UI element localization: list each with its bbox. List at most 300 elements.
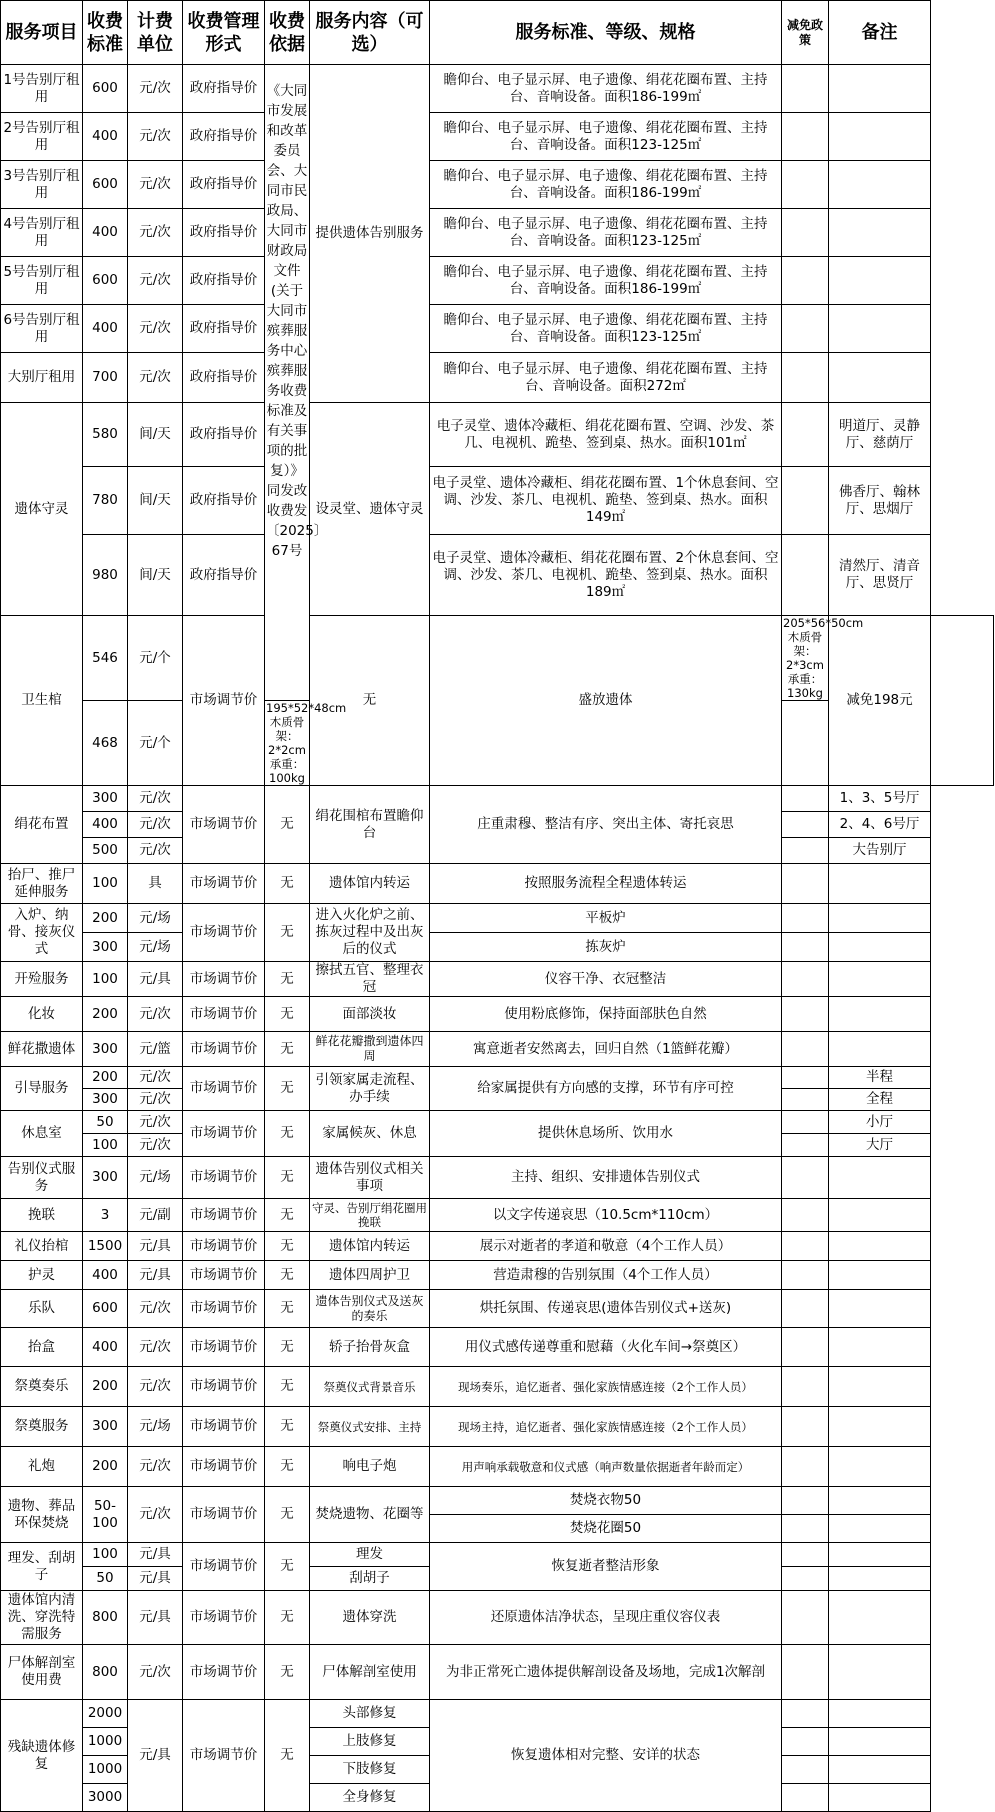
service-name: 开殓服务 [1,962,83,997]
price: 600 [83,1290,128,1328]
price: 600 [83,257,128,305]
management-form: 市场调节价 [183,1447,265,1487]
table-row [1,1067,994,1089]
table-row [1,353,994,403]
table-row [1,1261,994,1290]
price: 200 [83,1067,128,1089]
management-form: 政府指导价 [183,257,265,305]
service-standard: 焚烧花圈50 [430,1515,782,1543]
service-standard: 平板炉 [430,904,782,933]
service-content: 遗体穿洗 [310,1591,430,1645]
service-content: 盛放遗体 [430,616,782,786]
relief-policy [782,786,829,812]
service-name: 护灵 [1,1261,83,1290]
header-cell: 服务内容（可选） [310,1,430,65]
remark [829,1700,931,1728]
management-form: 市场调节价 [183,1067,265,1111]
remark: 2、4、6号厅 [829,812,931,838]
table-row [1,1111,994,1134]
relief-policy [782,933,829,962]
unit: 元/次 [128,1089,183,1111]
relief-policy [782,1232,829,1261]
remark [829,1567,931,1591]
price: 100 [83,864,128,904]
service-content: 设灵堂、遗体守灵 [310,403,430,616]
service-standard: 瞻仰台、电子显示屏、电子遗像、绢花花圈布置、主持台、音响设备。面积272㎡ [430,353,782,403]
service-standard: 仪容干净、衣冠整洁 [430,962,782,997]
remark [829,1157,931,1199]
service-standard: 用仪式感传递尊重和慰藉（火化车间→祭奠区） [430,1328,782,1367]
remark: 1、3、5号厅 [829,786,931,812]
table-row [1,257,994,305]
header-cell: 减免政策 [782,1,829,65]
table-row [1,997,994,1032]
service-content: 焚烧遗物、花圈等 [310,1487,430,1543]
service-standard: 按照服务流程全程遗体转运 [430,864,782,904]
management-form: 政府指导价 [183,209,265,257]
table-row [1,467,994,535]
remark: 清然厅、清音厅、思贤厅 [829,535,931,616]
service-name: 遗体馆内清洗、穿洗特需服务 [1,1591,83,1645]
service-standard: 瞻仰台、电子显示屏、电子遗像、绢花花圈布置、主持台、音响设备。面积186-199㎡ [430,257,782,305]
relief-policy [782,1067,829,1089]
unit: 具 [128,864,183,904]
price: 980 [83,535,128,616]
fee-basis: 无 [265,1487,310,1543]
table-row [1,864,994,904]
table-row [1,209,994,257]
price: 300 [83,1032,128,1067]
relief-policy [782,1591,829,1645]
management-form: 市场调节价 [183,997,265,1032]
fee-basis: 无 [265,1447,310,1487]
unit: 元/次 [128,1447,183,1487]
management-form: 市场调节价 [183,1487,265,1543]
management-form: 市场调节价 [183,1199,265,1232]
service-name: 挽联 [1,1199,83,1232]
price: 468 [83,701,128,786]
price: 800 [83,1591,128,1645]
price: 200 [83,1367,128,1407]
table-row [1,403,994,467]
service-standard: 营造肃穆的告别氛围（4个工作人员） [430,1261,782,1290]
table-row [1,1407,994,1447]
remark [829,1645,931,1700]
remark: 佛香厅、翰林厅、思烟厅 [829,467,931,535]
header-cell: 收费标准 [83,1,128,65]
fee-basis: 无 [265,1700,310,1812]
price: 1000 [83,1728,128,1756]
service-name: 礼炮 [1,1447,83,1487]
unit: 元/次 [128,1367,183,1407]
service-standard: 主持、组织、安排遗体告别仪式 [430,1157,782,1199]
management-form: 政府指导价 [183,535,265,616]
price: 500 [83,838,128,864]
table-row [1,1199,994,1232]
service-name: 遗体守灵 [1,403,83,616]
remark [829,1591,931,1645]
fee-basis: 无 [265,1111,310,1157]
management-form: 市场调节价 [183,1290,265,1328]
relief-policy [782,1756,829,1784]
unit: 元/次 [128,257,183,305]
remark [829,864,931,904]
price: 700 [83,353,128,403]
table-row [1,1487,994,1515]
service-name: 告别仪式服务 [1,1157,83,1199]
fee-basis: 无 [265,1199,310,1232]
management-form: 市场调节价 [183,904,265,962]
price: 780 [83,467,128,535]
relief-policy [782,305,829,353]
service-name: 引导服务 [1,1067,83,1111]
service-standard: 以文字传递哀思（10.5cm*110cm） [430,1199,782,1232]
service-standard: 瞻仰台、电子显示屏、电子遗像、绢花花圈布置、主持台、音响设备。面积186-199㎡ [430,65,782,113]
service-content: 轿子抬骨灰盒 [310,1328,430,1367]
remark [829,1407,931,1447]
unit: 元/场 [128,904,183,933]
table-row [1,113,994,161]
relief-policy [782,1032,829,1067]
management-form: 政府指导价 [183,353,265,403]
remark [829,305,931,353]
remark [829,1728,931,1756]
fee-basis: 无 [265,1645,310,1700]
price: 50 [83,1567,128,1591]
table-row [1,1328,994,1367]
management-form: 市场调节价 [183,1407,265,1447]
management-form: 市场调节价 [183,962,265,997]
relief-policy [782,1487,829,1515]
price: 546 [83,616,128,701]
remark: 大告别厅 [829,838,931,864]
management-form: 市场调节价 [183,1157,265,1199]
service-name: 乐队 [1,1290,83,1328]
service-name: 4号告别厅租用 [1,209,83,257]
relief-policy [782,1157,829,1199]
table-row [1,933,994,962]
service-standard: 瞻仰台、电子显示屏、电子遗像、绢花花圈布置、主持台、音响设备。面积186-199㎡ [430,161,782,209]
table-row [1,962,994,997]
header-row [1,1,994,65]
fee-basis: 无 [265,1591,310,1645]
unit: 元/次 [128,1645,183,1700]
relief-policy [782,257,829,305]
remark [931,616,994,786]
management-form: 政府指导价 [183,113,265,161]
relief-policy [782,65,829,113]
remark [829,1032,931,1067]
service-content: 响电子炮 [310,1447,430,1487]
service-standard: 使用粉底修饰，保持面部肤色自然 [430,997,782,1032]
service-content: 尸体解剖室使用 [310,1645,430,1700]
remark [829,1487,931,1515]
fee-basis: 无 [265,1543,310,1591]
service-name: 休息室 [1,1111,83,1157]
relief-policy [782,1447,829,1487]
fee-basis: 无 [265,1261,310,1290]
relief-policy [782,962,829,997]
relief-policy [782,353,829,403]
management-form: 市场调节价 [183,1032,265,1067]
service-content: 刮胡子 [310,1567,430,1591]
remark [829,1328,931,1367]
management-form: 市场调节价 [183,1111,265,1157]
management-form: 政府指导价 [183,403,265,467]
unit: 元/次 [128,161,183,209]
service-content: 遗体四周护卫 [310,1261,430,1290]
service-content: 引领家属走流程、办手续 [310,1067,430,1111]
price: 600 [83,65,128,113]
service-content: 上肢修复 [310,1728,430,1756]
service-name: 卫生棺 [1,616,83,786]
service-content: 头部修复 [310,1700,430,1728]
service-content: 进入火化炉之前、拣灰过程中及出灰后的仪式 [310,904,430,962]
price: 3 [83,1199,128,1232]
service-name: 入炉、纳骨、接灰仪式 [1,904,83,962]
fee-basis: 无 [265,904,310,962]
service-content: 家属候灰、休息 [310,1111,430,1157]
table-row [1,616,994,701]
unit: 元/个 [128,616,183,701]
service-content: 理发 [310,1543,430,1567]
management-form: 市场调节价 [183,1591,265,1645]
unit: 元/次 [128,997,183,1032]
remark: 明道厅、灵静厅、慈荫厅 [829,403,931,467]
table-row [1,1232,994,1261]
relief-policy [782,1290,829,1328]
table-row [1,1447,994,1487]
service-name: 残缺遗体修复 [1,1700,83,1812]
remark [829,962,931,997]
service-name: 祭奠奏乐 [1,1367,83,1407]
management-form: 市场调节价 [183,1645,265,1700]
table-row [1,1543,994,1567]
unit: 元/具 [128,962,183,997]
remark: 大厅 [829,1134,931,1157]
service-name: 理发、刮胡子 [1,1543,83,1591]
service-standard: 展示对逝者的孝道和敬意（4个工作人员） [430,1232,782,1261]
remark [829,1543,931,1567]
management-form: 市场调节价 [183,1261,265,1290]
table-row [1,1645,994,1700]
remark [829,933,931,962]
price: 580 [83,403,128,467]
management-form: 市场调节价 [183,864,265,904]
price: 50-100 [83,1487,128,1543]
service-standard: 寓意逝者安然离去，回归自然（1篮鲜花瓣） [430,1032,782,1067]
unit: 元/次 [128,305,183,353]
management-form: 市场调节价 [183,1367,265,1407]
remark [829,353,931,403]
remark [829,113,931,161]
management-form: 政府指导价 [183,161,265,209]
service-standard: 拣灰炉 [430,933,782,962]
fee-basis: 无 [265,1290,310,1328]
relief-policy [782,1645,829,1700]
service-standard: 瞻仰台、电子显示屏、电子遗像、绢花花圈布置、主持台、音响设备。面积123-125㎡ [430,305,782,353]
table-row [1,65,994,113]
service-standard: 现场主持，追忆逝者、强化家族情感连接（2个工作人员） [430,1407,782,1447]
fee-basis: 无 [265,864,310,904]
relief-policy [782,812,829,838]
service-name: 绢花布置 [1,786,83,864]
service-content: 面部淡妆 [310,997,430,1032]
service-content: 遗体告别仪式相关事项 [310,1157,430,1199]
price: 800 [83,1645,128,1700]
service-content: 守灵、告别厅绢花圈用挽联 [310,1199,430,1232]
remark [829,997,931,1032]
fee-basis: 无 [265,1032,310,1067]
price: 200 [83,997,128,1032]
remark [829,161,931,209]
relief-policy [782,1199,829,1232]
unit: 间/天 [128,467,183,535]
relief-policy: 减免198元 [829,616,931,786]
service-name: 礼仪抬棺 [1,1232,83,1261]
relief-policy [782,209,829,257]
service-standard: 恢复遗体相对完整、安详的状态 [430,1700,782,1812]
service-standard: 现场奏乐，追忆逝者、强化家族情感连接（2个工作人员） [430,1367,782,1407]
price: 400 [83,1328,128,1367]
price: 600 [83,161,128,209]
management-form: 政府指导价 [183,467,265,535]
management-form: 市场调节价 [183,1700,265,1812]
service-name: 尸体解剖室使用费 [1,1645,83,1700]
service-standard: 给家属提供有方向感的支撑，环节有序可控 [430,1067,782,1111]
unit: 元/次 [128,113,183,161]
price: 200 [83,1447,128,1487]
service-content: 鲜花花瓣撒到遗体四周 [310,1032,430,1067]
relief-policy [782,1700,829,1728]
price: 400 [83,1261,128,1290]
header-cell: 备注 [829,1,931,65]
service-name: 3号告别厅租用 [1,161,83,209]
fee-basis: 无 [265,1157,310,1199]
service-standard: 恢复逝者整洁形象 [430,1543,782,1591]
relief-policy [782,1134,829,1157]
price: 300 [83,786,128,812]
table-row [1,1157,994,1199]
service-name: 5号告别厅租用 [1,257,83,305]
service-name: 化妆 [1,997,83,1032]
remark: 全程 [829,1089,931,1111]
relief-policy [782,1111,829,1134]
unit: 元/具 [128,1567,183,1591]
unit: 元/副 [128,1199,183,1232]
service-content: 绢花围棺布置瞻仰台 [310,786,430,864]
unit: 元/次 [128,65,183,113]
relief-policy [782,161,829,209]
fee-basis: 无 [265,786,310,864]
remark: 小厅 [829,1111,931,1134]
remark [829,1447,931,1487]
management-form: 市场调节价 [183,786,265,864]
service-standard: 烘托氛围、传递哀思(遗体告别仪式+送灰) [430,1290,782,1328]
service-standard: 电子灵堂、遗体冷藏柜、绢花花圈布置、空调、沙发、茶几、电视机、跪垫、签到桌、热水。面积101㎡ [430,403,782,467]
unit: 间/天 [128,535,183,616]
relief-policy [782,1407,829,1447]
relief-policy [782,1089,829,1111]
price: 1000 [83,1756,128,1784]
service-standard: 电子灵堂、遗体冷藏柜、绢花花圈布置、2个休息套间、空调、沙发、茶几、电视机、跪垫、签到桌、热水。面积189㎡ [430,535,782,616]
relief-policy [782,1784,829,1812]
price: 300 [83,1407,128,1447]
service-name: 遗物、葬品环保焚烧 [1,1487,83,1543]
relief-policy [782,1567,829,1591]
service-content: 祭奠仪式背景音乐 [310,1367,430,1407]
relief-policy [782,1728,829,1756]
price: 400 [83,305,128,353]
relief-policy [782,904,829,933]
price: 300 [83,933,128,962]
unit: 间/天 [128,403,183,467]
service-name: 祭奠服务 [1,1407,83,1447]
price: 100 [83,1134,128,1157]
service-standard: 用声响承载敬意和仪式感（响声数量依据逝者年龄而定） [430,1447,782,1487]
remark [829,1290,931,1328]
relief-policy [782,1367,829,1407]
relief-policy [782,403,829,467]
remark [829,65,931,113]
service-standard: 电子灵堂、遗体冷藏柜、绢花花圈布置、1个休息套间、空调、沙发、茶几、电视机、跪垫、签到桌、热水。面积149㎡ [430,467,782,535]
unit: 元/个 [128,701,183,786]
relief-policy [782,535,829,616]
relief-policy [782,864,829,904]
relief-policy [782,1515,829,1543]
unit: 元/次 [128,209,183,257]
price: 400 [83,812,128,838]
service-standard: 焚烧衣物50 [430,1487,782,1515]
unit: 元/具 [128,1591,183,1645]
service-standard: 为非正常死亡遗体提供解剖设备及场地，完成1次解剖 [430,1645,782,1700]
price: 200 [83,904,128,933]
header-cell: 收费管理形式 [183,1,265,65]
price: 400 [83,113,128,161]
table-row [1,1032,994,1067]
table-row [1,786,994,812]
remark [829,1367,931,1407]
service-name: 大别厅租用 [1,353,83,403]
unit: 元/次 [128,838,183,864]
remark [829,209,931,257]
unit: 元/具 [128,1261,183,1290]
remark [829,904,931,933]
table-row [1,1290,994,1328]
relief-policy [782,113,829,161]
price: 100 [83,1543,128,1567]
relief-policy [782,467,829,535]
fee-basis: 无 [265,1232,310,1261]
unit: 元/篮 [128,1032,183,1067]
service-standard: 提供休息场所、饮用水 [430,1111,782,1157]
fee-basis: 无 [265,1328,310,1367]
unit: 元/具 [128,1232,183,1261]
management-form: 政府指导价 [183,305,265,353]
relief-policy [782,1261,829,1290]
remark [829,1784,931,1812]
relief-policy [782,1328,829,1367]
service-standard: 瞻仰台、电子显示屏、电子遗像、绢花花圈布置、主持台、音响设备。面积123-125㎡ [430,113,782,161]
price: 50 [83,1111,128,1134]
service-content: 遗体告别仪式及送灰的奏乐 [310,1290,430,1328]
fee-basis: 无 [265,997,310,1032]
header-cell: 计费单位 [128,1,183,65]
unit: 元/具 [128,1700,183,1812]
service-content: 擦拭五官、整理衣冠 [310,962,430,997]
header-cell: 服务标准、等级、规格 [430,1,782,65]
service-standard: 205*56*50cm 木质骨架：2*3cm 承重：130kg [783,616,875,700]
